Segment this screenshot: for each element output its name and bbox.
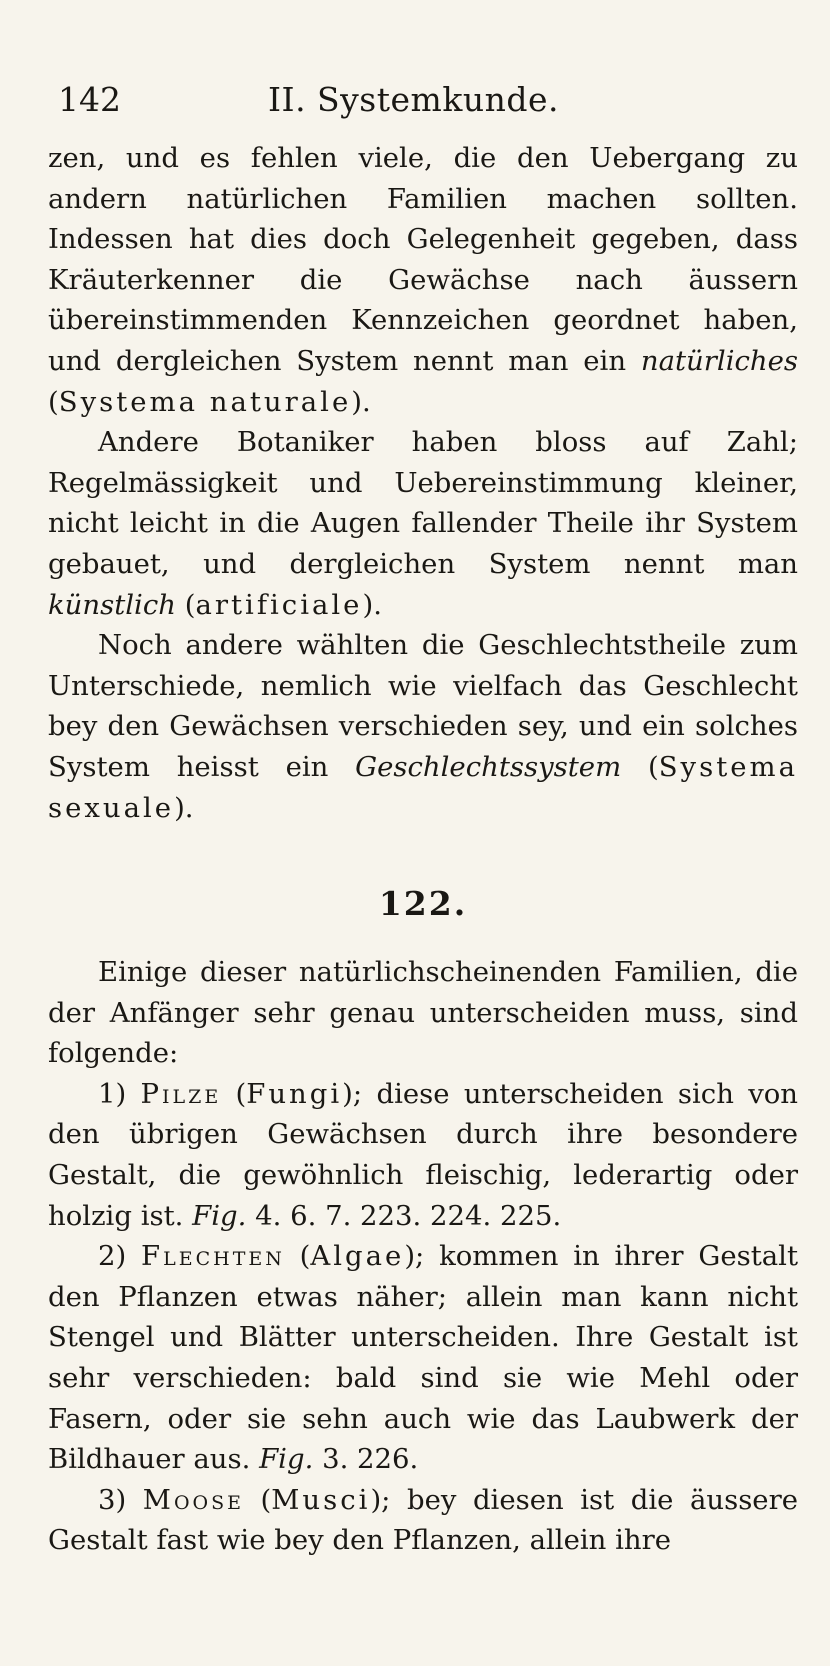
text-run: ). — [174, 791, 194, 824]
latin-term: Fungi — [246, 1077, 343, 1110]
family-name: Flechten — [141, 1240, 285, 1273]
list-item — [48, 1074, 798, 1236]
list-item — [48, 1236, 798, 1480]
family-name: Moose — [142, 1483, 244, 1516]
paragraph — [48, 625, 798, 828]
text-run: 4. 6. 7. 223. 224. 225. — [246, 1199, 562, 1232]
italic-term: natürliches — [640, 344, 798, 377]
text-run: ); diese unterscheiden sich von den übrigen Gewächsen durch ihre besondere Gestalt, die gewöhnlich fleischig, lederartig oder holzig ist. — [48, 1077, 799, 1232]
text-run: Andere Botaniker haben bloss auf Zahl; Regelmässigkeit und Uebereinstimmung kleiner, nicht leicht in die Augen fallender Theile ihr System gebauet, und dergleichen System nennt man — [48, 426, 798, 580]
text-run: ( — [48, 385, 59, 418]
text-run: zen, und es fehlen viele, die den Uebergang zu andern natürlichen Familien machen sollten. Indessen hat dies doch Gelegenheit gegeben, dass Kräuterkenner die Gewächse nach äussern übereinstimmenden Kennzeichen geordnet haben, und dergleichen System nennt man ein — [48, 142, 798, 377]
page-number: 142 — [58, 80, 121, 119]
italic-term: künstlich — [48, 588, 176, 621]
chapter-title: II. Systemkunde. — [268, 80, 559, 119]
text-run: ). — [362, 588, 382, 621]
text-run: 3) — [98, 1483, 143, 1516]
section-number: 122. — [378, 884, 468, 924]
text-run: ( — [243, 1483, 272, 1516]
text-run: Noch andere wählten die Geschlechtstheile zum Unterschiede, nemlich wie vielfach das Geschlecht bey den Gewächsen verschieden sey, und ein solches System heisst ein — [48, 629, 798, 783]
latin-term: Musci — [271, 1483, 371, 1516]
family-name: Pilze — [140, 1077, 222, 1110]
text-run: ( — [221, 1077, 247, 1110]
text-run: ); bey diesen ist die äussere Gestalt fast wie bey den Pflanzen, allein ihre — [48, 1483, 799, 1557]
italic-term: Geschlechtssystem — [355, 750, 622, 783]
list-item — [48, 1480, 798, 1561]
paragraph — [48, 138, 798, 422]
text-run: ( — [621, 750, 659, 783]
text-run: 3. 226. — [313, 1443, 419, 1476]
italic-term: Fig. — [259, 1443, 314, 1476]
italic-term: Fig. — [192, 1199, 247, 1232]
text-run: ( — [175, 588, 196, 621]
text-run: ); kommen in ihrer Gestalt den Pflanzen etwas näher; allein man kann nicht Stengel und Blätter unterscheiden. Ihre Gestalt ist sehr verschieden: bald sind sie wie Mehl oder Fasern, oder sie sehn auch wie das Laubwerk der Bildhauer aus. — [48, 1240, 799, 1476]
text-run: Einige dieser natürlichscheinenden Familien, die der Anfänger sehr genau unterscheiden muss, sind folgende: — [48, 956, 798, 1070]
text-block-bottom — [48, 952, 798, 1561]
text-run: 1) — [98, 1077, 141, 1110]
latin-term: artificiale — [195, 588, 363, 621]
text-run: ). — [351, 385, 371, 418]
latin-term: Systema naturale — [58, 385, 352, 418]
text-run: 2) — [98, 1240, 142, 1273]
text-run: ( — [284, 1240, 311, 1273]
running-head — [48, 70, 798, 130]
paragraph — [48, 952, 798, 1074]
latin-term: Algae — [310, 1240, 405, 1273]
latin-term: Systema sexuale — [48, 750, 798, 824]
text-block-top — [48, 138, 798, 828]
paragraph — [48, 422, 798, 625]
